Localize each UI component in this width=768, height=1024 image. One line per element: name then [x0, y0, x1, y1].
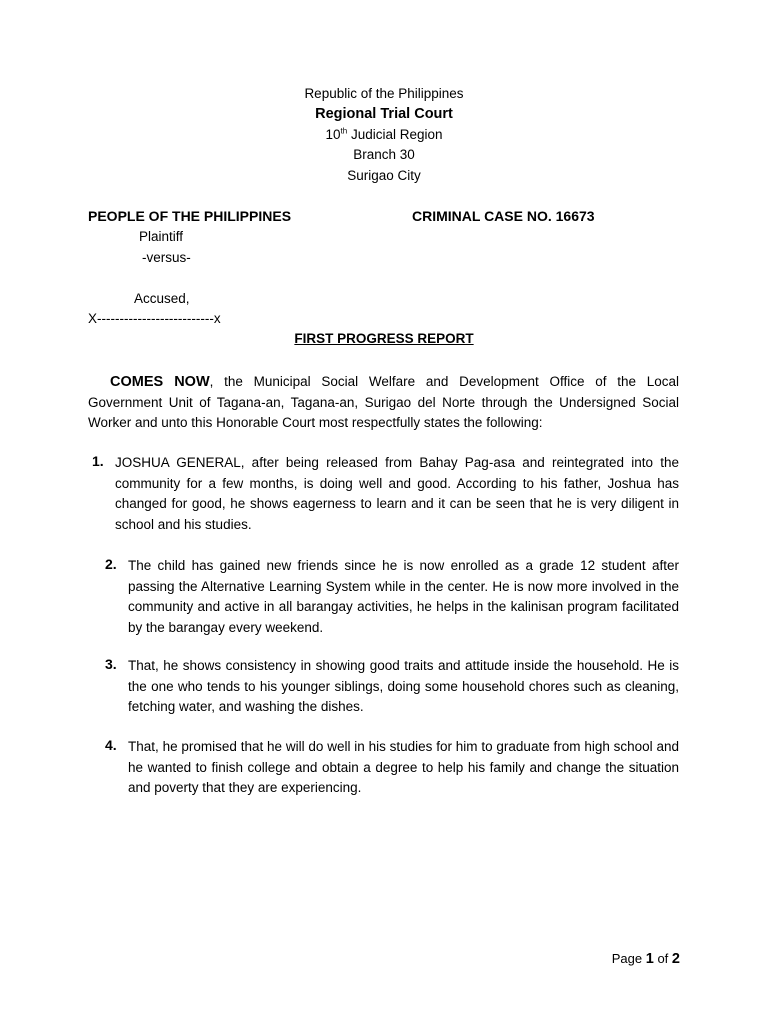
page-label: Page — [611, 951, 643, 966]
of-label: of — [657, 951, 669, 966]
page-total: 2 — [671, 951, 680, 967]
republic-line: Republic of the Philippines — [304, 86, 464, 101]
item-number: 2. — [105, 556, 117, 572]
branch-line: Branch 30 — [353, 147, 415, 162]
item-number: 1. — [92, 453, 104, 469]
case-number: CRIMINAL CASE NO. 16673 — [412, 208, 595, 224]
intro-lead: COMES NOW — [110, 374, 210, 390]
item-number: 3. — [105, 656, 117, 672]
plaintiff-name: PEOPLE OF THE PHILIPPINES — [88, 208, 292, 224]
versus-label: -versus- — [142, 250, 191, 265]
report-title: FIRST PROGRESS REPORT — [294, 331, 474, 346]
page-current: 1 — [645, 951, 654, 967]
report-title-wrap — [0, 331, 768, 346]
intro-text: , the Municipal Social Welfare and Development Office of the Local Government Unit of Tagana-an, Tagana-an, Surigao del Norte through the Undersigned Social Worker and unto this Honorable Court most respectfully states the following: — [88, 374, 679, 430]
accused-label: Accused, — [134, 291, 190, 306]
item-number: 4. — [105, 737, 117, 753]
list-item: The child has gained new friends since he is now enrolled as a grade 12 student after passing the Alternative Learning System while in the center. He is now more involved in the community and active in all barangay activities, he helps in the kalinisan program facilitated by the barangay every weekend. — [128, 558, 679, 635]
list-item: That, he promised that he will do well in his studies for him to graduate from high school and he wanted to finish college and obtain a degree to help his family and change the situation and poverty that they are experiencing. — [128, 739, 679, 795]
list-item: That, he shows consistency in showing good traits and attitude inside the household. He is the one who tends to his younger siblings, doing some household chores such as cleaning, fetching water, and washing the dishes. — [128, 658, 679, 714]
region-text: Judicial Region — [347, 127, 443, 142]
judicial-region — [0, 127, 768, 142]
city-line: Surigao City — [347, 168, 421, 183]
list-item: JOSHUA GENERAL, after being released from Bahay Pag-asa and reintegrated into the community for a few months, is doing well and good. According to his father, Joshua has changed for good, he shows eagerness to learn and it can be seen that he is very diligent in school and his studies. — [115, 455, 679, 532]
region-suffix: th — [340, 126, 348, 136]
plaintiff-label: Plaintiff — [139, 229, 184, 244]
page-indicator — [612, 951, 680, 967]
caption-separator: X--------------------------x — [88, 311, 221, 326]
region-number: 10 — [325, 127, 341, 142]
court-name: Regional Trial Court — [315, 106, 453, 122]
intro-paragraph — [88, 372, 679, 434]
